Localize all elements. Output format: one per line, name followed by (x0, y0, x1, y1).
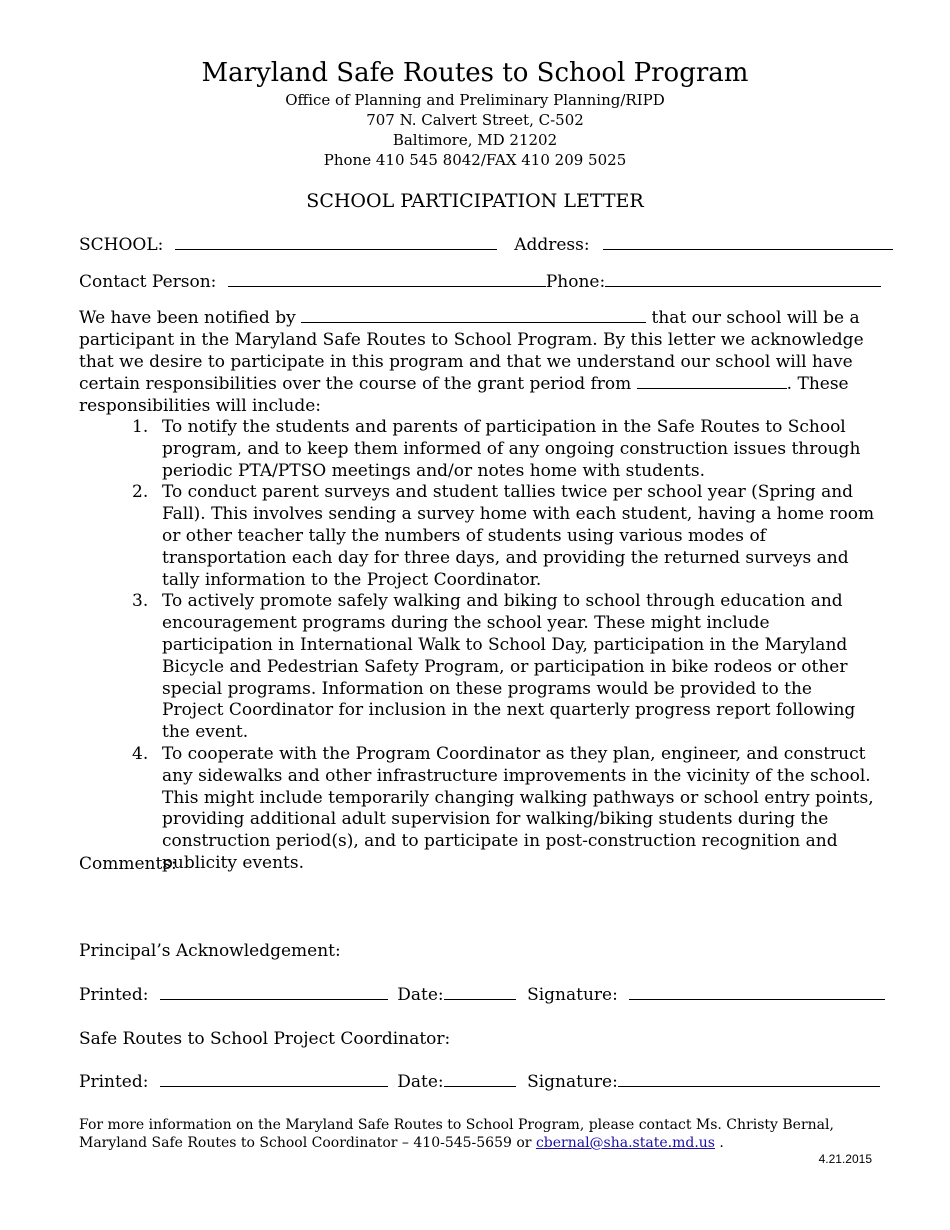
principal-signature-field[interactable] (629, 984, 885, 1000)
contact-phone-row (79, 271, 881, 293)
coordinator-printed-field[interactable] (160, 1071, 388, 1087)
address-field[interactable] (603, 234, 893, 250)
principal-date-field[interactable] (444, 984, 516, 1000)
principal-signature-label: Signature: (527, 985, 618, 1005)
item-number: 2. (132, 482, 149, 503)
footer-note (79, 1116, 879, 1152)
item-text: To cooperate with the Program Coordinator as they plan, engineer, and construct any sidewalks and other infrastructure improvements in the vicinity of the school. This might include temporarily changing walking pathways or school entry points, providing additional adult supervision for walking/biking students during the construction period(s), and to participate in post-construction recognition and publicity events. (162, 743, 874, 873)
principal-printed-label: Printed: (79, 985, 149, 1005)
footer-text: For more information on the Maryland Safe Routes to School Program, please contact Ms. Christy Bernal, Maryland Safe Routes to School Coordinator – 410-545-5659 or (79, 1117, 834, 1151)
coordinator-signature-field[interactable] (618, 1071, 880, 1087)
item-number: 3. (132, 591, 149, 612)
coordinator-date-field[interactable] (444, 1071, 516, 1087)
notifier-field[interactable] (301, 307, 646, 323)
intro-text-1: We have been notified by (79, 308, 296, 328)
comments-label: Comments: (79, 854, 177, 874)
address-label: Address: (514, 235, 590, 255)
coordinator-printed-label: Printed: (79, 1072, 149, 1092)
coordinator-heading: Safe Routes to School Project Coordinator: (79, 1029, 451, 1049)
principal-heading: Principal’s Acknowledgement: (79, 941, 341, 961)
principal-signature-row (79, 984, 885, 1006)
phone-field[interactable] (605, 271, 881, 287)
letterhead (0, 56, 950, 170)
responsibilities-list (132, 417, 877, 875)
phone-line: Phone 410 545 8042/FAX 410 209 5025 (323, 151, 627, 169)
intro-paragraph (79, 307, 874, 418)
street-line: 707 N. Calvert Street, C-502 (366, 111, 584, 129)
school-label: SCHOOL: (79, 235, 164, 255)
intro-text-3: . These responsibilities will include: (79, 374, 849, 417)
list-item (132, 482, 877, 591)
item-text: To conduct parent surveys and student tallies twice per school year (Spring and Fall). This involves sending a survey home with each student, having a home room or other teacher tally the numbers of students using various modes of transportation each day for three days, and providing the returned surveys and tally information to the Project Coordinator. (162, 482, 875, 590)
comments-area[interactable] (79, 878, 874, 934)
phone-label: Phone: (545, 272, 606, 292)
email-link[interactable]: cbernal@sha.state.md.us (535, 1135, 715, 1151)
footer-end: . (714, 1135, 724, 1151)
program-title: Maryland Safe Routes to School Program (201, 58, 749, 88)
item-number: 1. (132, 417, 149, 437)
school-address-row (79, 234, 893, 256)
item-text: To notify the students and parents of participation in the Safe Routes to School program, and to keep them informed of any ongoing construction issues through periodic PTA/PTSO meetings and/or notes home with students. (162, 417, 861, 481)
principal-printed-field[interactable] (160, 984, 388, 1000)
coordinator-date-label: Date: (397, 1072, 444, 1092)
list-item (132, 744, 877, 875)
document-title: SCHOOL PARTICIPATION LETTER (306, 190, 644, 212)
list-item (132, 417, 877, 482)
contact-person-label: Contact Person: (79, 272, 217, 292)
coordinator-signature-row (79, 1071, 880, 1093)
principal-date-label: Date: (397, 985, 444, 1005)
list-item (132, 591, 877, 744)
city-line: Baltimore, MD 21202 (392, 131, 558, 149)
contact-person-field[interactable] (228, 271, 546, 287)
item-number: 4. (132, 743, 149, 764)
grant-period-field[interactable] (637, 373, 787, 389)
coordinator-signature-label: Signature: (527, 1072, 618, 1092)
office-line: Office of Planning and Preliminary Planning/RIPD (285, 91, 665, 109)
school-field[interactable] (175, 234, 497, 250)
version-date: 4.21.2015 (818, 1152, 872, 1166)
item-text: To actively promote safely walking and biking to school through education and encouragement programs during the school year. These might include participation in International Walk to School Day, participation in the Maryland Bicycle and Pedestrian Safety Program, or participation in bike rodeos or other special programs. Information on these programs would be provided to the Project Coordinator for inclusion in the next quarterly progress report following the event. (162, 591, 856, 743)
intro-text-2: that our school will be a participant in the Maryland Safe Routes to School Program. By this letter we acknowledge that we desire to participate in this program and that we understand our school will have certain responsibilities over the course of the grant period from (79, 308, 864, 395)
